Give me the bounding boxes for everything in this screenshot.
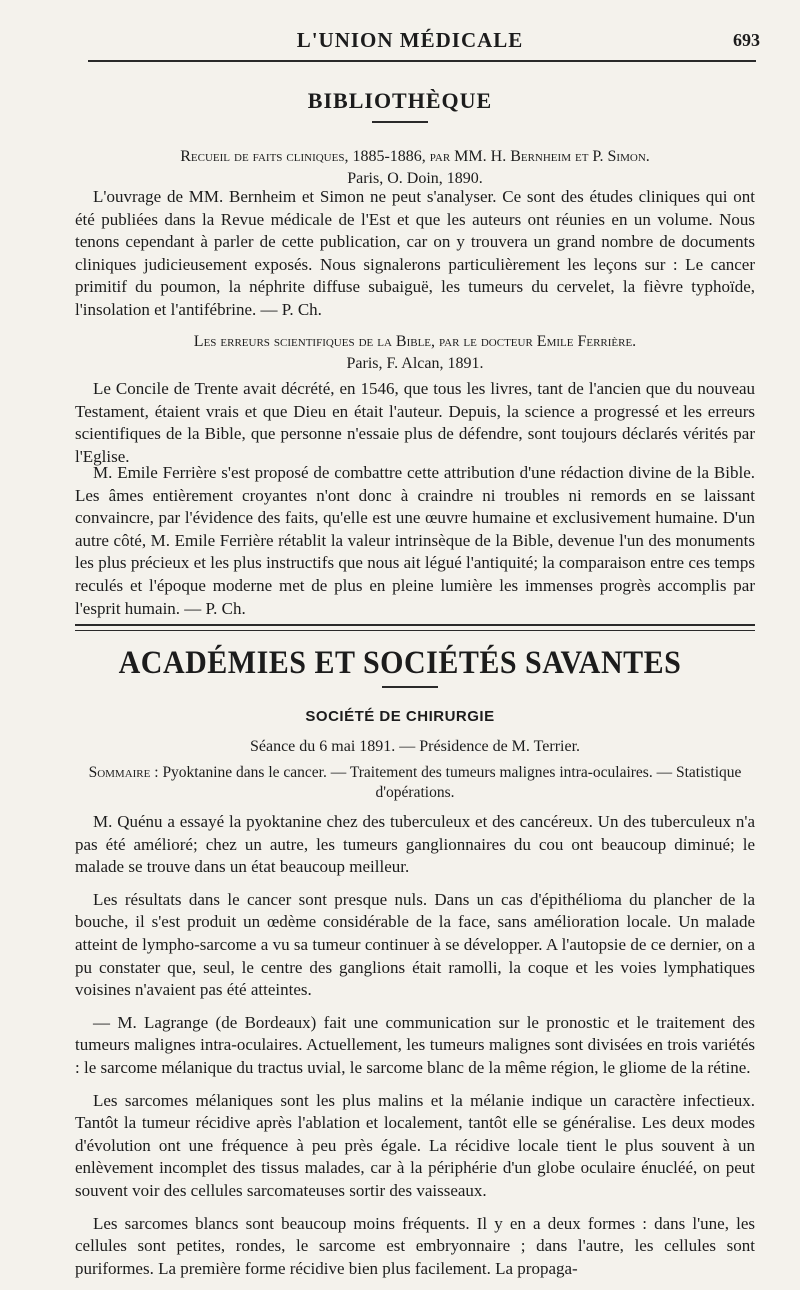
minutes-paragraph: Les sarcomes blancs sont beaucoup moins fréquents. Il y en a deux formes : dans l'une, les cellules sont petites, rondes, le sarcome est embryonnaire ; dans l'autre, les cellules sont puriformes. La première forme récidive bien plus facilement. La propaga-: [75, 1213, 755, 1278]
minutes-paragraph: M. Quénu a essayé la pyoktanine chez des tuberculeux et des cancéreux. Un des tuberculeux n'a pas été amélioré; chez un autre, les tumeurs ganglionnaires du cou ont beaucoup diminué; le malade se trouve dans un état beaucoup meilleur.: [75, 812, 755, 877]
minutes-paragraph: Les sarcomes mélaniques sont les plus malins et la mélanie indique un caractère infectieux. Tantôt la tumeur récidive après l'ablation et localement, tantôt elle se généralise. Les deux modes d'évolution ont une fréquence à peu près égale. La récidive locale tient le plus souvent à un enlèvement incomplet des tissus malades, car à la périphérie d'un globe oculaire énucléé, on peut souvent voir des cellules sarcomateuses sortir des vaisseaux.: [75, 1090, 755, 1200]
review1-paragraph: L'ouvrage de MM. Bernheim et Simon ne peut s'analyser. Ce sont des études cliniques qui ont été publiées dans la Revue médicale de l'Est et que les auteurs ont réunies en un volume. Nous tenons cependant à parler de cette publication, car on y trouvera un grand nombre de documents cliniques judicieusement exposés. Nous signalerons particulièrement les leçons sur : Le cancer primitif du poumon, la néphrite diffuse subaiguë, les tumeurs du cervelet, la fièvre typhoïde, l'insolation et l'antifébrine. — P. Ch.: [75, 187, 755, 319]
review2-reference: [75, 331, 755, 375]
sommaire-text: Pyoktanine dans le cancer. — Traitement des tumeurs malignes intra-oculaires. — Statistique d'opérations.: [162, 764, 742, 801]
review2-body-2: [75, 462, 755, 620]
review1-ref-line2: Paris, O. Doin, 1890.: [347, 170, 483, 187]
review2-ref-line1: Les erreurs scientifiques de la Bible, par le docteur Emile Ferrière.: [193, 333, 637, 350]
section-separator-thin: [75, 630, 755, 631]
header-rule: [88, 60, 756, 62]
page-number: 693: [733, 30, 760, 50]
review1-reference: [75, 146, 755, 190]
heading-underline-2: [382, 686, 438, 688]
review2-body-1: [75, 378, 755, 468]
review1-ref-line1: Recueil de faits cliniques, 1885-1886, par MM. H. Bernheim et P. Simon.: [180, 148, 650, 165]
running-header: [60, 28, 760, 58]
society-minutes: [75, 811, 755, 1280]
section-heading-bibliotheque: BIBLIOTHÈQUE: [307, 88, 493, 113]
section-separator: [75, 624, 755, 626]
seance-line: Séance du 6 mai 1891. — Présidence de M. Terrier.: [249, 738, 581, 755]
journal-title: L'UNION MÉDICALE: [296, 28, 524, 52]
sommaire: [75, 763, 755, 803]
sommaire-label: Sommaire :: [88, 764, 159, 781]
section-heading-academies: ACADÉMIES ET SOCIÉTÉS SAVANTES: [118, 644, 682, 681]
review2-ref-line2: Paris, F. Alcan, 1891.: [346, 355, 484, 372]
heading-underline: [372, 121, 428, 123]
review1-body: [75, 186, 755, 322]
society-heading: SOCIÉTÉ DE CHIRURGIE: [305, 708, 495, 725]
minutes-paragraph: Les résultats dans le cancer sont presque nuls. Dans un cas d'épithélioma du plancher de la bouche, il s'est produit un œdème considérable de la face, sans amélioration locale. Un malade atteint de lympho-sarcome a vu sa tumeur continuer à se développer. A l'autopsie de ce dernier, on a pu constater que, seul, le centre des ganglions était ramolli, la coque et les voies lymphatiques voisines n'avaient pas été atteintes.: [75, 889, 755, 1000]
review2-paragraph-2: M. Emile Ferrière s'est proposé de combattre cette attribution d'une rédaction divine de la Bible. Les âmes entièrement croyantes n'ont donc à craindre ni troubles ni remords en se laissant convaincre, par l'évidence des faits, qu'elle est une œuvre humaine et exclusivement humaine. D'un autre côté, M. Emile Ferrière rétablit la valeur intrinsèque de la Bible, devenue l'un des monuments les plus précieux et les plus instructifs que nous ait légué l'antiquité; la comparaison entre ces temps reculés et l'époque moderne met de plus en pleine lumière les immenses progrès accomplis par l'esprit humain. — P. Ch.: [75, 463, 755, 618]
review2-paragraph-1: Le Concile de Trente avait décrété, en 1546, que tous les livres, tant de l'ancien que du nouveau Testament, étaient vrais et que Dieu en était l'auteur. Depuis, la science a progressé et les erreurs scientifiques de la Bible, que personne n'essaie plus de défendre, sont toujours déclarés vérités par l'Eglise.: [75, 379, 755, 466]
minutes-paragraph: — M. Lagrange (de Bordeaux) fait une communication sur le pronostic et le traitement des tumeurs malignes intra-oculaires. Actuellement, les tumeurs malignes sont divisées en trois variétés : le sarcome mélanique du tractus uvial, le sarcome blanc de la même région, le gliome de la rétine.: [75, 1012, 755, 1077]
